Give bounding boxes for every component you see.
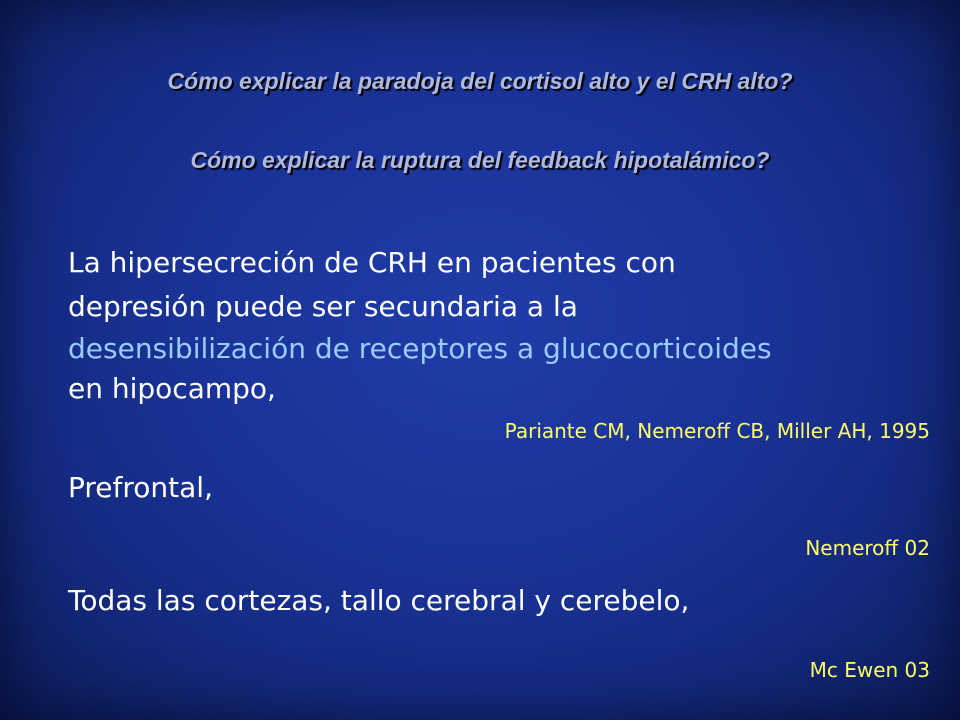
paragraph-prefrontal: Prefrontal, <box>68 471 213 504</box>
slide-title-line-1: Cómo explicar la paradoja del cortisol alto y el CRH alto? <box>167 68 793 94</box>
paragraph-1-line-4: en hipocampo, <box>68 372 276 405</box>
paragraph-cortezas: Todas las cortezas, tallo cerebral y cerebelo, <box>68 584 690 617</box>
citation-pariante: Pariante CM, Nemeroff CB, Miller AH, 1995 <box>504 419 930 443</box>
slide-title-line-2: Cómo explicar la ruptura del feedback hipotalámico? <box>190 147 770 173</box>
paragraph-1-highlight: desensibilización de receptores a glucocorticoides <box>68 332 772 365</box>
paragraph-1-line-2: depresión puede ser secundaria a la <box>68 290 578 323</box>
citation-nemeroff: Nemeroff 02 <box>805 536 930 560</box>
citation-mcewen: Mc Ewen 03 <box>809 658 930 682</box>
paragraph-1-line-1: La hipersecreción de CRH en pacientes con <box>68 246 676 279</box>
